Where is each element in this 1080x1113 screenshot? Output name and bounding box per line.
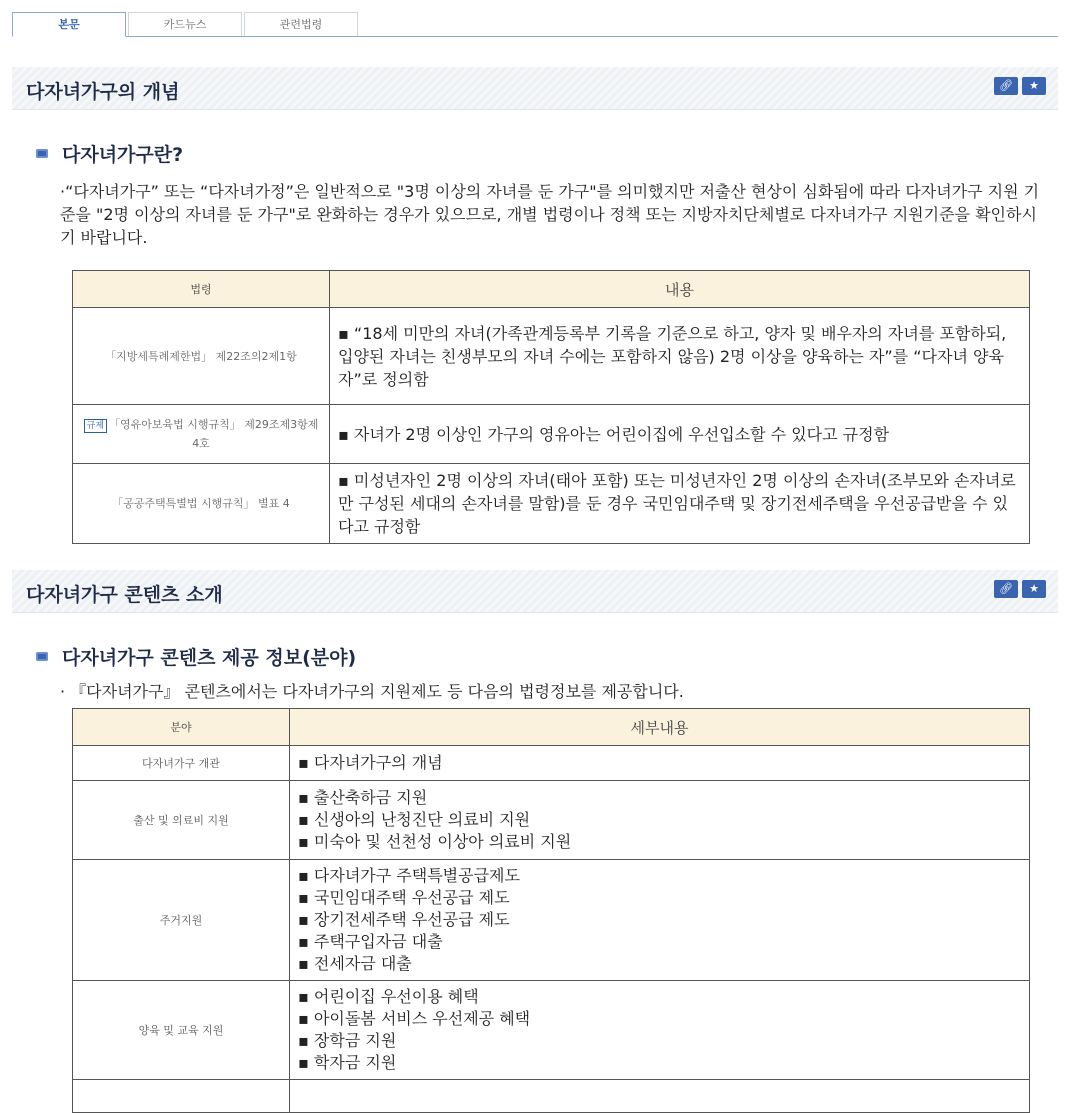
- table-row: [73, 1080, 1030, 1113]
- tab-bar: [12, 8, 1058, 37]
- list-item: ▪ 전세자금 대출: [298, 954, 412, 973]
- list-item: ▪ 미숙아 및 선천성 이상아 의료비 지원: [298, 832, 572, 851]
- law-table: [72, 270, 1030, 544]
- list-item: ▪ 다자녀가구 주택특별공급제도: [298, 866, 520, 885]
- bullet-icon: [36, 652, 48, 661]
- field-name: 양육 및 교육 지원: [73, 981, 290, 1080]
- contents-paragraph: · 『다자녀가구』 콘텐츠에서는 다자녀가구의 지원제도 등 다음의 법령정보를 제공합니다.: [60, 682, 684, 701]
- contents-table: [72, 708, 1030, 1113]
- subheading-what-is: [36, 140, 183, 167]
- field-name: [73, 1080, 290, 1113]
- law-content: ▪ “18세 미만의 자녀(가족관계등록부 기록을 기준으로 하고, 양자 및 배우자의 자녀를 포함하되, 입양된 자녀는 친생부모의 자녀 수에는 포함하지 않음) 2명 이상을 양육하는 자”를 “다자녀 양육자”로 정의함: [330, 308, 1030, 405]
- table-row: [73, 746, 1030, 781]
- list-item: ▪ 장기전세주택 우선공급 제도: [298, 910, 510, 929]
- list-item: ▪ 주택구입자금 대출: [298, 932, 443, 951]
- table-row: [73, 405, 1030, 464]
- list-item: ▪ 다자녀가구의 개념: [298, 753, 443, 772]
- tab-main[interactable]: 본문: [12, 12, 126, 37]
- section-header-concept: [12, 67, 1058, 110]
- subheading-text: 다자녀가구란?: [62, 144, 184, 166]
- field-name: 다자녀가구 개관: [73, 746, 290, 781]
- tab-card-news[interactable]: 카드뉴스: [128, 12, 242, 36]
- section-header-contents: [12, 570, 1058, 613]
- star-icon[interactable]: ★: [1022, 580, 1046, 598]
- law-name[interactable]: 「공공주택특별법 시행규칙」 별표 4: [112, 497, 290, 510]
- law-name[interactable]: 「영유아보육법 시행규칙」 제29조제3항제4호: [109, 418, 319, 450]
- list-item: ▪ 출산축하금 지원: [298, 788, 428, 807]
- subheading-contents-info: [36, 643, 356, 670]
- list-item: ▪ 신생아의 난청진단 의료비 지원: [298, 810, 531, 829]
- list-item: ▪ 아이돌봄 서비스 우선제공 혜택: [298, 1009, 531, 1028]
- list-item: ▪ 장학금 지원: [298, 1031, 397, 1050]
- table-header-content: 내용: [330, 271, 1030, 308]
- bullet-icon: [36, 149, 48, 158]
- table-header-detail: 세부내용: [290, 709, 1030, 746]
- link-icon[interactable]: 🔗︎: [994, 77, 1018, 95]
- law-name[interactable]: 「지방세특례제한법」 제22조의2제1항: [105, 349, 297, 363]
- field-name: 출산 및 의료비 지원: [73, 781, 290, 860]
- table-header-law: 법령: [73, 271, 330, 308]
- intro-paragraph: ·“다자녀가구” 또는 “다자녀가정”은 일반적으로 "3명 이상의 자녀를 둔 가구"를 의미했지만 저출산 현상이 심화됨에 따라 다자녀가구 지원 기준을 "2명 이상의 자녀를 둔 가구"로 완화하는 경우가 있으므로, 개별 법령이나 정책 또는 지방자치단체별로 다자녀가구 지원기준을 확인하시기 바랍니다.: [60, 182, 1040, 247]
- subheading-text: 다자녀가구 콘텐츠 제공 정보(분야): [62, 647, 357, 669]
- table-row: [73, 781, 1030, 860]
- table-row: [73, 981, 1030, 1080]
- link-icon[interactable]: 🔗︎: [994, 580, 1018, 598]
- table-row: [73, 860, 1030, 981]
- field-name: 주거지원: [73, 860, 290, 981]
- table-header-field: 분야: [73, 709, 290, 746]
- regulation-badge: 규제: [84, 419, 107, 433]
- table-row: [73, 308, 1030, 405]
- list-item: ▪ 국민임대주택 우선공급 제도: [298, 888, 510, 907]
- law-content: ▪ 자녀가 2명 이상인 가구의 영유아는 어린이집에 우선입소할 수 있다고 규정함: [330, 405, 1030, 464]
- law-content: ▪ 미성년자인 2명 이상의 자녀(태아 포함) 또는 미성년자인 2명 이상의 손자녀(조부모와 손자녀로만 구성된 세대의 손자녀를 말함)를 둔 경우 국민임대주택 및 장기전세주택을 우선공급받을 수 있다고 규정함: [330, 464, 1030, 544]
- star-icon[interactable]: ★: [1022, 77, 1046, 95]
- section-title: 다자녀가구의 개념: [26, 81, 180, 103]
- list-item: ▪ 학자금 지원: [298, 1053, 397, 1072]
- section-title: 다자녀가구 콘텐츠 소개: [26, 584, 223, 606]
- list-item: ▪ 어린이집 우선이용 혜택: [298, 987, 479, 1006]
- tab-related-laws[interactable]: 관련법령: [244, 12, 358, 36]
- table-row: [73, 464, 1030, 544]
